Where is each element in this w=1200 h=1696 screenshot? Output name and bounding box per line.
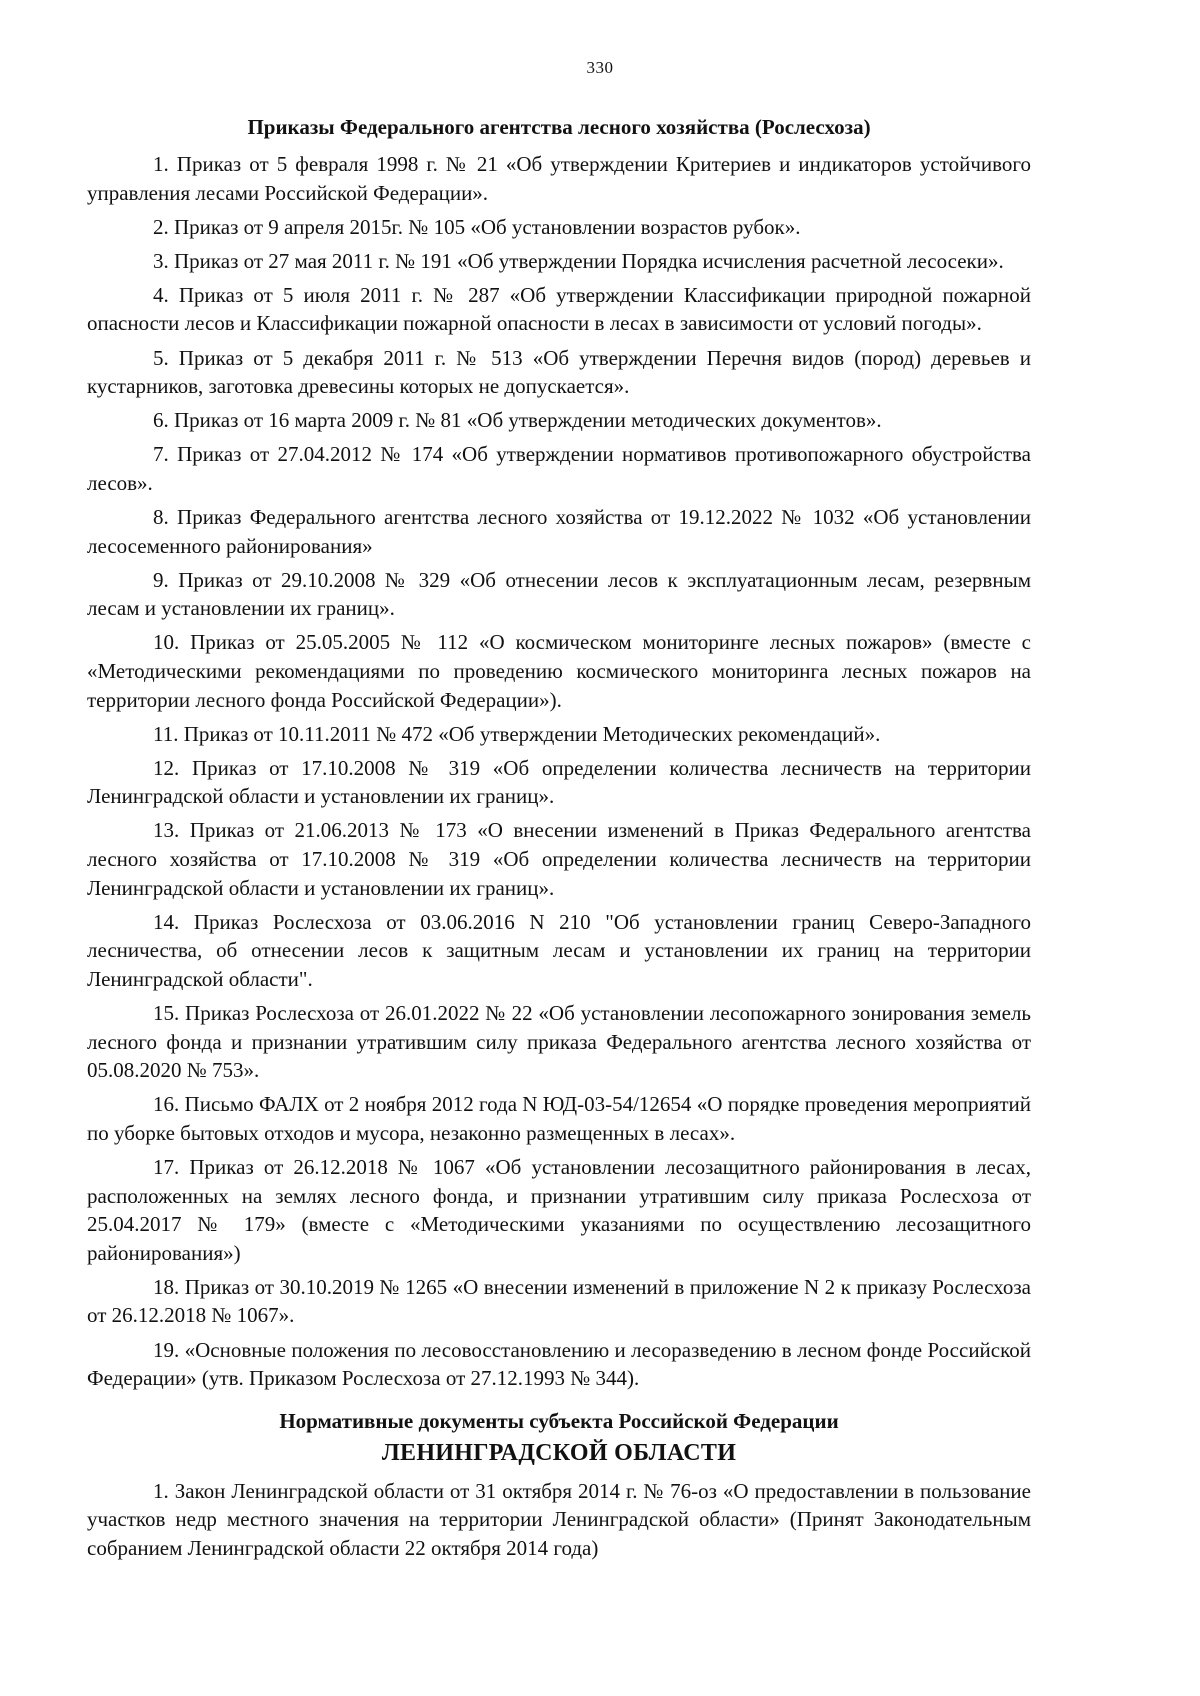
list-item: 15. Приказ Рослесхоза от 26.01.2022 № 22 «Об установлении лесопожарного зонирования земель лесного фонда и признании утратившим силу приказа Федерального агентства лесного хозяйства от 05.08.2020 № 753». xyxy=(87,1001,1031,1083)
document-body xyxy=(87,113,1031,1568)
list-item: 12. Приказ от 17.10.2008 № 319 «Об определении количества лесничеств на территории Ленинградской области и установлении их границ». xyxy=(87,755,1031,809)
list-item: 1. Приказ от 5 февраля 1998 г. № 21 «Об утверждении Критериев и индикаторов устойчивого управления лесами Российской Федерации». xyxy=(87,152,1031,205)
list-item: 11. Приказ от 10.11.2011 № 472 «Об утверждении Методических рекомендаций». xyxy=(153,721,881,746)
list-item: 13. Приказ от 21.06.2013 № 173 «О внесении изменений в Приказ Федерального агентства лесного хозяйства от 17.10.2008 № 319 «Об определении количества лесничеств на территории Ленинградской области и установлении их границ». xyxy=(87,818,1031,900)
rosleskhoz-orders-list xyxy=(87,150,1031,1393)
section-heading-regional-docs: Нормативные документы субъекта Российской Федерации xyxy=(279,1408,839,1433)
list-item: 6. Приказ от 16 марта 2009 г. № 81 «Об утверждении методических документов». xyxy=(153,408,882,433)
list-item: 16. Письмо ФАЛХ от 2 ноября 2012 года N ЮД-03-54/12654 «О порядке проведения мероприятий по уборке бытовых отходов и мусора, незаконно размещенных в лесах». xyxy=(87,1092,1031,1145)
section-subheading-region: ЛЕНИНГРАДСКОЙ ОБЛАСТИ xyxy=(381,1439,737,1466)
list-item: 4. Приказ от 5 июля 2011 г. № 287 «Об утверждении Классификации природной пожарной опасности лесов и Классификации пожарной опасности в лесах в зависимости от условий погоды». xyxy=(87,282,1031,336)
list-item: 5. Приказ от 5 декабря 2011 г. № 513 «Об утверждении Перечня видов (пород) деревьев и кустарников, заготовка древесины которых не допускается». xyxy=(87,345,1031,399)
list-item: 9. Приказ от 29.10.2008 № 329 «Об отнесении лесов к эксплуатационным лесам, резервным лесам и установлении их границ». xyxy=(87,567,1031,621)
list-item: 3. Приказ от 27 мая 2011 г. № 191 «Об утверждении Порядка исчисления расчетной лесосеки». xyxy=(153,248,1004,273)
list-item: 14. Приказ Рослесхоза от 03.06.2016 N 210 "Об установлении границ Северо-Западного лесничества, об отнесении лесов к защитным лесам и установлении их границ на территории Ленинградской области". xyxy=(87,909,1031,991)
page-number: 330 xyxy=(586,58,614,77)
list-item: 7. Приказ от 27.04.2012 № 174 «Об утверждении нормативов противопожарного обустройства лесов». xyxy=(87,442,1031,495)
list-item: 1. Закон Ленинградской области от 31 октября 2014 г. № 76-оз «О предоставлении в пользование участков недр местного значения на территории Ленинградской области» (Принят Законодательным собранием Ленинградской области 22 октября 2014 года) xyxy=(87,1478,1031,1560)
list-item: 17. Приказ от 26.12.2018 № 1067 «Об установлении лесозащитного районирования в лесах, расположенных на землях лесного фонда, и признании утратившим силу приказа Рослесхоза от 25.04.2017 № 179» (вместе с «Методическими указаниями по осуществлению лесозащитного районирования») xyxy=(87,1155,1031,1265)
list-item: 19. «Основные положения по лесовосстановлению и лесоразведению в лесном фонде Российской Федерации» (утв. Приказом Рослесхоза от 27.12.1993 № 344). xyxy=(87,1337,1031,1391)
list-item: 10. Приказ от 25.05.2005 № 112 «О космическом мониторинге лесных пожаров» (вместе с «Методическими рекомендациями по проведению космического мониторинга лесных пожаров на территории лесного фонда Российской Федерации»). xyxy=(87,630,1031,712)
list-item: 2. Приказ от 9 апреля 2015г. № 105 «Об установлении возрастов рубок». xyxy=(153,214,801,239)
regional-docs-list xyxy=(87,1477,1031,1563)
list-item: 18. Приказ от 30.10.2019 № 1265 «О внесении изменений в приложение N 2 к приказу Рослесхоза от 26.12.2018 № 1067». xyxy=(87,1274,1031,1328)
section-heading-rosleskhoz: Приказы Федерального агентства лесного хозяйства (Рослесхоза) xyxy=(247,115,871,139)
list-item: 8. Приказ Федерального агентства лесного хозяйства от 19.12.2022 № 1032 «Об установлении лесосеменного районирования» xyxy=(87,505,1031,558)
